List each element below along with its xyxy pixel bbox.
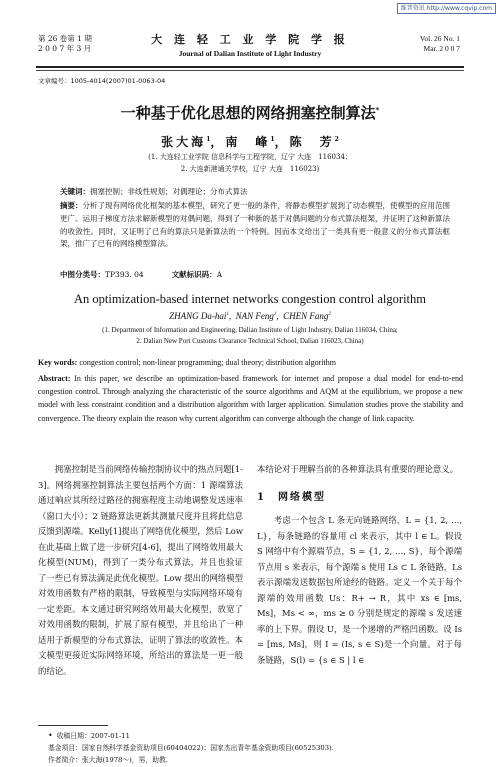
body-paragraph-continued: 本结论对于理解当前的各种算法具有重要的理论意义。 bbox=[257, 464, 458, 474]
body-column-left bbox=[38, 462, 243, 679]
footnote-rule bbox=[38, 725, 108, 726]
title-footnote-mark: * bbox=[375, 106, 380, 114]
author-en-2: NAN Feng bbox=[235, 311, 274, 321]
clc-label: 中图分类号： bbox=[60, 270, 105, 279]
keywords-cn-text: 拥塞控制；非线性规划；对偶理论；分布式算法 bbox=[90, 187, 248, 196]
abstract-cn bbox=[60, 200, 450, 251]
volume-cn: 第 26 卷第 1 期 bbox=[38, 34, 92, 43]
author-1: 张大海 bbox=[161, 135, 207, 149]
watermark-stamp: 维普资讯 http://www.cqvip.com bbox=[397, 3, 496, 14]
keywords-cn-label: 关键词： bbox=[60, 187, 90, 196]
author-2-mark: 1 bbox=[270, 136, 275, 143]
authors-en: ZHANG Da-hai$^1$, NAN Feng$^1$, CHEN Fang$^2$ bbox=[169, 311, 331, 321]
author-3-mark: 2 bbox=[334, 136, 339, 143]
abstract-cn-label: 摘要： bbox=[60, 201, 83, 210]
bullet-icon: • bbox=[48, 731, 53, 740]
abstract-cn-text: 分析了现有网络优化框架的基本模型，研究了更一般的条件，将静态模型扩展到了动态模型，使模型的应用范围更广。运用子梯度方法求解新模型的对偶问题，得到了一种新的基于对偶问题的分布式算法框架，并证明了这种新算法的收敛性。同时，又证明了已有的算法只是新算法的一个特例。因而本文给出了一类具有更一般意义的分布式算法框架，推广了已有的网络模型算法。 bbox=[60, 201, 450, 249]
author-en-2-mark: 1 bbox=[273, 312, 277, 317]
section-heading bbox=[257, 490, 462, 506]
abstract-en-label: Abstract: bbox=[38, 374, 71, 383]
section-number: 1 bbox=[257, 491, 266, 503]
volume-en: Vol. 26 No. 1 bbox=[419, 34, 460, 43]
authors-cn: 张大海$^1$，南 峰$^1$，陈 芳$^2$ bbox=[161, 135, 339, 149]
doc-code-label: 文献标识码： bbox=[171, 270, 217, 279]
footnote-fund: 基金项目：国家自然科学基金资助项目(60404022)；国家杰出青年基金资助项目(60525303). bbox=[48, 744, 334, 752]
classification bbox=[60, 269, 222, 280]
affiliation-cn-1: (1. 大连轻工业学院 信息科学与工程学院，辽宁 大连 116034； bbox=[148, 153, 352, 161]
header-rule-thick bbox=[36, 66, 464, 68]
keywords-en bbox=[38, 358, 463, 367]
keywords-cn bbox=[60, 186, 248, 197]
article-number: 文章编号：1005-4014(2007)01-0063-04 bbox=[38, 77, 166, 85]
author-3: 陈 芳 bbox=[289, 135, 335, 149]
author-en-1-mark: 1 bbox=[226, 312, 229, 317]
keywords-en-text: congestion control; non-linear programming; dual theory; distribution algorithm bbox=[79, 358, 336, 367]
author-en-3: CHEN Fang bbox=[283, 311, 329, 321]
date-cn: 2 0 0 7 年 3 月 bbox=[38, 44, 92, 53]
body-paragraph: 拥塞控制是当前网络传输控制协议中的热点问题[1-3]。网络拥塞控制算法主要包括两个方面：1 源端算法通过响应其所经过路径的拥塞程度主动地调整发送速率（窗口大小）；2 链路算法更新其测量尺度并且将此信息反馈到源端。Kelly[1]提出了网络优化模型，然后 Low 在此基础上做了进一步研究[4-6]，提出了网络效用最大化模型(NUM)，得到了一类分布式算法，并且也验证了一些已有算法满足此优化模型。Low 提出的网络模型对效用函数有严格的限制，导致模型与实际网络环境有一定差距。本文通过研究网络效用最大化模型，放宽了对效用函数的限制，扩展了原有模型，并且给出了一种适用于新模型的分布式算法，证明了算法的收敛性。本文模型更接近实际网络环境，所给出的算法是一更一般的结论。 bbox=[38, 464, 243, 676]
header-rule-thin bbox=[36, 70, 464, 71]
footnote-received bbox=[48, 731, 130, 741]
header-right bbox=[420, 34, 460, 54]
author-2: 南 峰 bbox=[225, 135, 271, 149]
affiliation-cn-2: 2. 大连新港通关学校，辽宁 大连 116023) bbox=[180, 165, 320, 173]
body-paragraph: 考虑一个包含 L 条无向链路网络，L = {1, 2, …, L}，每条链路的容量用 cl 来表示，其中 l ∈ L。假设 S 网络中有个源端节点，S = {1, 2, …, S}，每个源端节点用 s 来表示，每个源端 s 使用 Ls ⊂ L 条链路，Ls 表示源端发送数据包所途经的链路。定义一个关于每个源端的效用函数 Us：R+ → R，其中 xs ∈ [ms, Ms]，Ms < ∞，ms ≥ 0 分别是规定的源端 s 发送速率的上下界。假设 U，是一个递增的严格凹函数。设 Is = [ms, Ms]，则 I = (Is, s ∈ S)是一个向量。对于每条链路，S(l) = {s ∈ S | l ∈ bbox=[257, 515, 462, 665]
clc-value: TP393. 04 bbox=[105, 270, 144, 279]
author-1-mark: 1 bbox=[206, 136, 211, 143]
title-cn: 一种基于优化思想的网络拥塞控制算法 bbox=[120, 104, 376, 122]
keywords-en-label: Key words: bbox=[38, 358, 78, 367]
abstract-en bbox=[38, 372, 463, 425]
affiliation-en-2: 2. Dalian New Port Customs Clearance Technical School, Dalian 116023, China) bbox=[136, 337, 364, 345]
date-en: Mar. 2 0 0 7 bbox=[423, 44, 460, 53]
section-title: 网络模型 bbox=[277, 491, 326, 503]
author-en-1: ZHANG Da-hai bbox=[169, 311, 227, 321]
footnote-bio: 作者简介：张大海(1978～)，男，助教. bbox=[48, 756, 168, 764]
title-en: An optimization-based internet networks congestion control algorithm bbox=[73, 292, 426, 306]
page-title bbox=[0, 102, 500, 123]
doc-code-value: A bbox=[216, 270, 223, 279]
journal-name-en: Journal of Dalian Institute of Light Industry bbox=[178, 49, 322, 58]
author-en-3-mark: 2 bbox=[328, 312, 331, 317]
journal-name-cn: 大 连 轻 工 业 学 院 学 报 bbox=[151, 33, 349, 46]
received-date: 收稿日期：2007-01-11 bbox=[56, 732, 130, 740]
body-column-right bbox=[257, 462, 462, 668]
affiliation-en-1: (1. Department of Information and Engineering, Dalian Institute of Light Industry, Dalian 116034, China; bbox=[102, 326, 398, 334]
abstract-en-text: In this paper, we describe an optimization-based framework for internet and propose a dual model for end-to-end congestion control. Through analyzing the characteristic of the source algorithms and AQM at the equilibrium, we propose a new model with less constraint condition and a distribution algorithm with larger application. Simulation studies prove the stability and convergence. The theory explain the reason why current algorithm can converge although the change of link capacity. bbox=[38, 374, 464, 423]
